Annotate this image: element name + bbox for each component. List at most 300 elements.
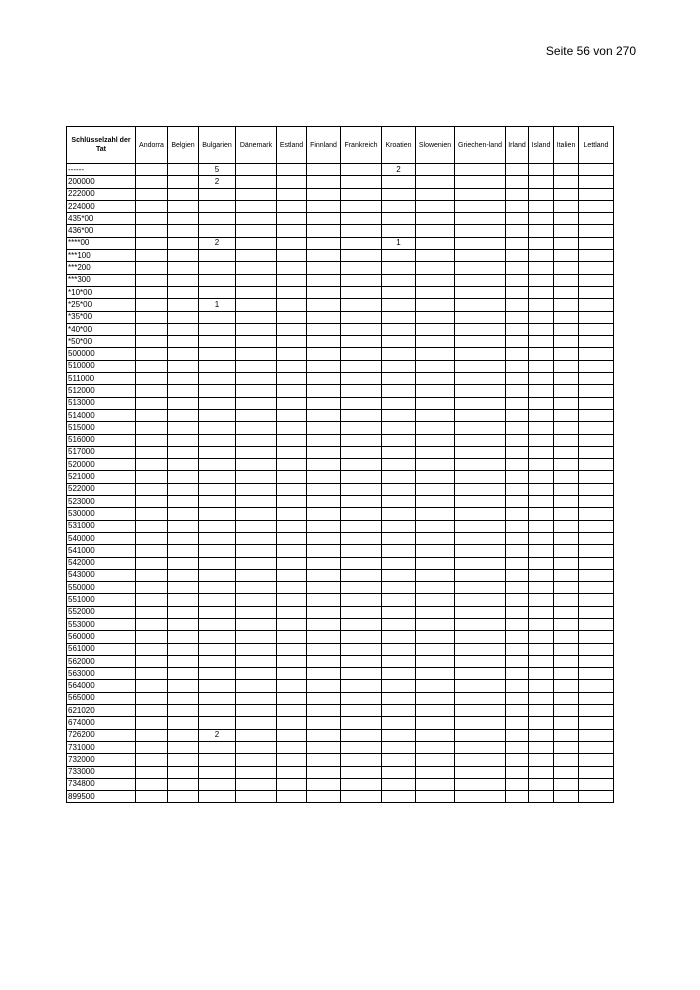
value-cell (136, 545, 168, 557)
table-row (67, 459, 614, 471)
value-cell (136, 532, 168, 544)
key-cell: 733000 (67, 766, 136, 778)
value-cell (168, 348, 199, 360)
value-cell (506, 606, 529, 618)
value-cell (136, 385, 168, 397)
value-cell (529, 409, 554, 421)
value-cell (168, 459, 199, 471)
value-cell (199, 373, 236, 385)
value-cell (236, 286, 277, 298)
value-cell (236, 643, 277, 655)
value-cell (168, 483, 199, 495)
key-cell: 731000 (67, 741, 136, 753)
value-cell (529, 385, 554, 397)
value-cell (506, 508, 529, 520)
value-cell (341, 754, 382, 766)
value-cell (529, 655, 554, 667)
value-cell (529, 496, 554, 508)
table-row (67, 508, 614, 520)
value-cell (455, 434, 506, 446)
value-cell (277, 618, 307, 630)
value-cell (307, 668, 341, 680)
value-cell (199, 778, 236, 790)
value-cell: 2 (199, 237, 236, 249)
value-cell (341, 766, 382, 778)
table-row (67, 741, 614, 753)
value-cell (416, 606, 455, 618)
value-cell (136, 643, 168, 655)
value-cell (168, 237, 199, 249)
key-cell: 200000 (67, 176, 136, 188)
value-cell (199, 582, 236, 594)
value-cell (579, 397, 614, 409)
value-cell (168, 213, 199, 225)
value-cell (168, 409, 199, 421)
value-cell (529, 668, 554, 680)
value-cell (236, 323, 277, 335)
value-cell (307, 754, 341, 766)
value-cell (199, 434, 236, 446)
value-cell (382, 754, 416, 766)
value-cell (579, 422, 614, 434)
value-cell (554, 262, 579, 274)
value-cell (455, 164, 506, 176)
value-cell (455, 323, 506, 335)
value-cell (277, 237, 307, 249)
value-cell (529, 336, 554, 348)
value-cell (416, 471, 455, 483)
value-cell (307, 360, 341, 372)
value-cell (554, 520, 579, 532)
value-cell (579, 717, 614, 729)
key-cell: ***300 (67, 274, 136, 286)
value-cell (416, 323, 455, 335)
value-cell (579, 409, 614, 421)
value-cell (579, 569, 614, 581)
value-cell (382, 422, 416, 434)
value-cell (416, 618, 455, 630)
value-cell (579, 692, 614, 704)
value-cell (199, 680, 236, 692)
value-cell (307, 692, 341, 704)
value-cell (168, 422, 199, 434)
value-cell (455, 336, 506, 348)
value-cell (168, 705, 199, 717)
value-cell (168, 766, 199, 778)
value-cell (341, 336, 382, 348)
value-cell (506, 668, 529, 680)
value-cell (506, 360, 529, 372)
value-cell (136, 778, 168, 790)
value-cell (554, 299, 579, 311)
value-cell (529, 213, 554, 225)
country-header: Estland (277, 127, 307, 164)
value-cell (382, 778, 416, 790)
value-cell (341, 237, 382, 249)
value-cell (168, 385, 199, 397)
value-cell (382, 471, 416, 483)
value-cell (455, 311, 506, 323)
value-cell (554, 286, 579, 298)
value-cell (579, 348, 614, 360)
value-cell (506, 532, 529, 544)
country-header: Lettland (579, 127, 614, 164)
value-cell (554, 434, 579, 446)
value-cell (382, 582, 416, 594)
value-cell (307, 618, 341, 630)
value-cell (506, 299, 529, 311)
value-cell (277, 459, 307, 471)
value-cell (136, 692, 168, 704)
value-cell (277, 422, 307, 434)
table-row (67, 323, 614, 335)
value-cell (168, 545, 199, 557)
value-cell (136, 213, 168, 225)
value-cell (341, 655, 382, 667)
value-cell (236, 741, 277, 753)
value-cell (529, 311, 554, 323)
value-cell (455, 225, 506, 237)
value-cell (529, 188, 554, 200)
value-cell (277, 409, 307, 421)
value-cell (277, 373, 307, 385)
value-cell (168, 692, 199, 704)
value-cell (554, 164, 579, 176)
value-cell (168, 791, 199, 803)
value-cell (579, 213, 614, 225)
value-cell (416, 680, 455, 692)
value-cell (307, 323, 341, 335)
value-cell (529, 200, 554, 212)
value-cell (341, 323, 382, 335)
value-cell (506, 459, 529, 471)
value-cell (341, 274, 382, 286)
value-cell (199, 557, 236, 569)
value-cell (341, 262, 382, 274)
value-cell (416, 446, 455, 458)
value-cell (529, 360, 554, 372)
value-cell (529, 680, 554, 692)
value-cell (506, 213, 529, 225)
country-header: Frankreich (341, 127, 382, 164)
value-cell (168, 434, 199, 446)
value-cell (307, 262, 341, 274)
value-cell (529, 373, 554, 385)
table-row (67, 471, 614, 483)
value-cell (579, 594, 614, 606)
value-cell (416, 557, 455, 569)
value-cell (416, 213, 455, 225)
key-cell: 500000 (67, 348, 136, 360)
table-row (67, 409, 614, 421)
value-cell (416, 631, 455, 643)
value-cell (277, 200, 307, 212)
value-cell (341, 348, 382, 360)
value-cell (579, 200, 614, 212)
value-cell (529, 262, 554, 274)
value-cell (554, 606, 579, 618)
table-row (67, 286, 614, 298)
value-cell (455, 729, 506, 741)
value-cell (277, 311, 307, 323)
value-cell (529, 594, 554, 606)
value-cell (506, 237, 529, 249)
value-cell (199, 188, 236, 200)
value-cell (341, 164, 382, 176)
value-cell (579, 385, 614, 397)
value-cell (455, 360, 506, 372)
value-cell (416, 741, 455, 753)
value-cell (136, 434, 168, 446)
country-header: Irland (506, 127, 529, 164)
country-header: Italien (554, 127, 579, 164)
key-cell: 512000 (67, 385, 136, 397)
value-cell (416, 705, 455, 717)
value-cell (579, 323, 614, 335)
value-cell (277, 250, 307, 262)
value-cell (341, 791, 382, 803)
value-cell (506, 483, 529, 495)
value-cell (506, 741, 529, 753)
value-cell (416, 262, 455, 274)
value-cell (307, 508, 341, 520)
value-cell (341, 446, 382, 458)
value-cell (236, 360, 277, 372)
value-cell (529, 532, 554, 544)
value-cell (136, 459, 168, 471)
value-cell (307, 422, 341, 434)
value-cell (199, 323, 236, 335)
value-cell (199, 496, 236, 508)
value-cell (341, 200, 382, 212)
value-cell (277, 348, 307, 360)
value-cell (579, 434, 614, 446)
value-cell (136, 557, 168, 569)
value-cell (455, 409, 506, 421)
value-cell (136, 471, 168, 483)
value-cell (168, 360, 199, 372)
value-cell (341, 373, 382, 385)
value-cell (341, 360, 382, 372)
value-cell (307, 176, 341, 188)
value-cell (236, 582, 277, 594)
value-cell (455, 594, 506, 606)
value-cell (277, 569, 307, 581)
value-cell (554, 397, 579, 409)
value-cell (455, 176, 506, 188)
value-cell (199, 618, 236, 630)
value-cell (455, 631, 506, 643)
value-cell (506, 348, 529, 360)
value-cell (506, 692, 529, 704)
value-cell (382, 459, 416, 471)
value-cell (199, 225, 236, 237)
value-cell (554, 237, 579, 249)
value-cell (341, 213, 382, 225)
value-cell (168, 299, 199, 311)
value-cell (136, 336, 168, 348)
value-cell (554, 250, 579, 262)
value-cell (529, 508, 554, 520)
key-cell: 726200 (67, 729, 136, 741)
value-cell (136, 360, 168, 372)
value-cell (506, 385, 529, 397)
value-cell (236, 471, 277, 483)
value-cell (382, 360, 416, 372)
value-cell (277, 176, 307, 188)
country-header: Andorra (136, 127, 168, 164)
value-cell (277, 582, 307, 594)
key-cell: 510000 (67, 360, 136, 372)
value-cell (341, 717, 382, 729)
value-cell (277, 680, 307, 692)
value-cell (382, 520, 416, 532)
value-cell (416, 348, 455, 360)
value-cell (416, 409, 455, 421)
value-cell (579, 582, 614, 594)
value-cell (341, 692, 382, 704)
value-cell (136, 409, 168, 421)
value-cell (579, 496, 614, 508)
value-cell (277, 336, 307, 348)
value-cell (455, 668, 506, 680)
value-cell (168, 286, 199, 298)
value-cell (168, 668, 199, 680)
value-cell (554, 348, 579, 360)
value-cell (341, 545, 382, 557)
value-cell (168, 569, 199, 581)
value-cell (307, 520, 341, 532)
value-cell (168, 618, 199, 630)
value-cell (506, 471, 529, 483)
value-cell (506, 631, 529, 643)
value-cell (307, 250, 341, 262)
value-cell (506, 188, 529, 200)
key-cell: 734800 (67, 778, 136, 790)
value-cell (529, 606, 554, 618)
value-cell (236, 594, 277, 606)
value-cell (236, 532, 277, 544)
table-row (67, 557, 614, 569)
value-cell (455, 299, 506, 311)
value-cell (529, 643, 554, 655)
value-cell (382, 299, 416, 311)
value-cell (529, 164, 554, 176)
value-cell (236, 618, 277, 630)
value-cell (277, 791, 307, 803)
table-row (67, 200, 614, 212)
value-cell (307, 200, 341, 212)
value-cell (236, 569, 277, 581)
table-row (67, 176, 614, 188)
value-cell (341, 582, 382, 594)
value-cell (307, 348, 341, 360)
table-row (67, 655, 614, 667)
value-cell (382, 631, 416, 643)
value-cell (455, 348, 506, 360)
table-row (67, 778, 614, 790)
value-cell (236, 250, 277, 262)
key-cell: 563000 (67, 668, 136, 680)
value-cell (554, 373, 579, 385)
value-cell (382, 557, 416, 569)
value-cell (579, 741, 614, 753)
value-cell (382, 569, 416, 581)
value-cell (579, 225, 614, 237)
value-cell (168, 262, 199, 274)
value-cell (579, 557, 614, 569)
value-cell (382, 532, 416, 544)
value-cell (307, 643, 341, 655)
value-cell (554, 557, 579, 569)
value-cell (307, 631, 341, 643)
value-cell (416, 373, 455, 385)
value-cell (382, 729, 416, 741)
value-cell (529, 397, 554, 409)
table-body (67, 164, 614, 803)
value-cell (506, 200, 529, 212)
value-cell (455, 545, 506, 557)
value-cell (168, 176, 199, 188)
value-cell (455, 508, 506, 520)
value-cell (416, 643, 455, 655)
value-cell (506, 225, 529, 237)
value-cell: 1 (199, 299, 236, 311)
value-cell (529, 717, 554, 729)
value-cell (277, 778, 307, 790)
value-cell (168, 274, 199, 286)
value-cell (529, 274, 554, 286)
value-cell (136, 164, 168, 176)
key-cell: 564000 (67, 680, 136, 692)
value-cell (277, 705, 307, 717)
value-cell (455, 200, 506, 212)
table-row (67, 348, 614, 360)
value-cell (554, 508, 579, 520)
country-header: Finnland (307, 127, 341, 164)
value-cell (579, 545, 614, 557)
value-cell (554, 385, 579, 397)
value-cell (341, 557, 382, 569)
key-cell: 621020 (67, 705, 136, 717)
value-cell (199, 213, 236, 225)
value-cell (307, 483, 341, 495)
table-row (67, 336, 614, 348)
value-cell (579, 373, 614, 385)
value-cell (554, 459, 579, 471)
value-cell (277, 557, 307, 569)
table-row (67, 360, 614, 372)
key-cell: 732000 (67, 754, 136, 766)
country-header: Bulgarien (199, 127, 236, 164)
country-header: Island (529, 127, 554, 164)
value-cell (277, 754, 307, 766)
value-cell (455, 262, 506, 274)
value-cell (341, 483, 382, 495)
value-cell (529, 582, 554, 594)
value-cell (168, 200, 199, 212)
value-cell (307, 373, 341, 385)
table-row (67, 311, 614, 323)
value-cell (307, 606, 341, 618)
value-cell (579, 188, 614, 200)
value-cell (554, 422, 579, 434)
value-cell (341, 705, 382, 717)
value-cell (579, 778, 614, 790)
value-cell (236, 311, 277, 323)
country-header: Slowenien (416, 127, 455, 164)
value-cell (199, 409, 236, 421)
